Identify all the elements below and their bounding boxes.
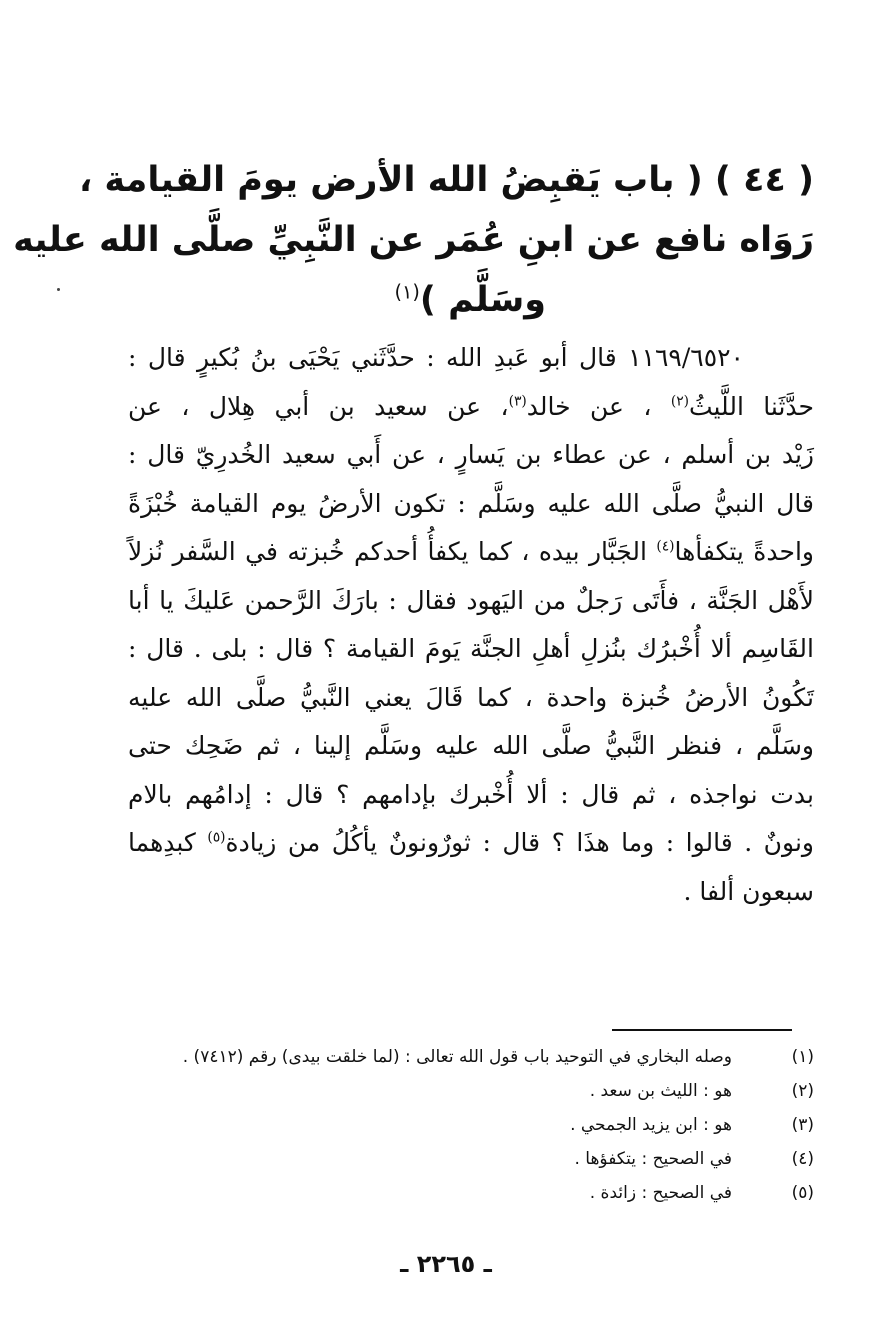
body-line-2-part-1: حدَّثَنا اللَّيثُ <box>688 391 814 421</box>
footnote-text: هو : ابن يزيد الجمحي . <box>570 1115 732 1135</box>
body-line-2-part-2: ، عن خالد <box>526 391 652 421</box>
footnote-3 <box>120 1108 814 1142</box>
body-line-5-part-2: الجَبَّار بيده ، كما يكفأُ أحدكم خُبزته في السَّفر نُزلاً <box>128 537 647 566</box>
body-line-11-part-1: ونونٌ . قالوا : وما هذَا ؟ قال : ثورٌونونٌ يأكُلُ من زيادة <box>225 828 814 857</box>
body-line-7: القَاسِم ألا أُخْبرُك بنُزلِ أهلِ الجنَّة يَومَ القيامة ؟ قال : بلى . قال : <box>128 634 814 663</box>
body-line-1: ١١٦٩/٦٥٢٠ قال أبو عَبدِ الله : حدَّثَني يَحْيَى بنُ بُكيرٍ قال : <box>128 343 744 372</box>
body-line-10: بدت نواجذه ، ثم قال : ألا أُخْبرك بإدامهم ؟ قال : إدامُهم بالام <box>128 779 814 809</box>
scan-speck <box>57 288 60 291</box>
footnote-number: (٥) <box>791 1183 814 1203</box>
body-line-12: سبعون ألفا . <box>683 876 814 906</box>
footnote-text: في الصحيح : يتكفؤها . <box>574 1149 732 1169</box>
chapter-heading <box>13 150 814 330</box>
footnote-number: (٤) <box>791 1149 814 1169</box>
body-line-9: وسَلَّم ، فنظر النَّبيُّ صلَّى الله عليه وسَلَّم إلينا ، ثم ضَحِك حتى <box>128 731 814 760</box>
body-line-2 <box>128 383 814 432</box>
heading-line-3-text: وسَلَّم ) <box>419 280 546 320</box>
heading-footnote-ref: (١) <box>394 280 420 304</box>
footnote-ref-5: (٥) <box>207 829 226 846</box>
body-line-8: تَكُونُ الأرضُ خُبزة واحدة ، كما قَالَ يعني النَّبيُّ صلَّى الله عليه <box>128 682 814 712</box>
footnote-number: (٢) <box>791 1081 814 1101</box>
body-line-4: قال النبيُّ صلَّى الله عليه وسَلَّم : تكون الأرضُ يوم القيامة خُبْزَةً <box>128 488 814 518</box>
footnote-text: هو : الليث بن سعد . <box>589 1081 732 1101</box>
body-line-5-part-1: واحدةً يتكفأها <box>674 537 814 566</box>
heading-line-2: رَوَاه نافع عن ابنِ عُمَر عن النَّبِيِّ صلَّى الله عليه <box>13 220 814 260</box>
footnote-ref-2: (٢) <box>670 393 689 410</box>
body-line-3: زَيْد بن أسلم ، عن عطاء بن يَسارٍ ، عن أَبي سعيد الخُدرِيّ قال : <box>128 440 814 469</box>
footnote-ref-3: (٣) <box>508 393 527 410</box>
footnote-text: في الصحيح : زائدة . <box>589 1183 732 1203</box>
body-line-11 <box>128 819 814 868</box>
footnote-ref-4: (٤) <box>656 538 675 555</box>
footnote-number: (٣) <box>791 1115 814 1135</box>
heading-line-3 <box>128 270 814 330</box>
footnote-divider <box>612 1029 792 1031</box>
body-line-6: لأَهْل الجَنَّة ، فأَتَى رَجلٌ من اليَهود فقال : بارَكَ الرَّحمن عَليكَ يا أبا <box>128 585 814 615</box>
body-line-11-part-2: كبدِهما <box>128 828 196 857</box>
footnote-4 <box>120 1142 814 1176</box>
body-line-2-part-3: ، عن سعيد بن أبي هِلال ، عن <box>128 391 509 421</box>
footnote-2 <box>120 1074 814 1108</box>
footnote-number: (١) <box>791 1047 814 1067</box>
body-line-5 <box>128 528 814 577</box>
heading-line-1: ( ٤٤ ) ( باب يَقبِضُ الله الأرض يومَ القيامة ، <box>78 160 814 200</box>
footnotes <box>120 1040 814 1210</box>
page-number: ـ ٢٢٦٥ ـ <box>400 1250 492 1278</box>
footnote-text: وصله البخاري في التوحيد باب قول الله تعالى : (لما خلقت بيدى) رقم (٧٤١٢) . <box>182 1047 732 1067</box>
footnote-5 <box>120 1176 814 1210</box>
hadith-text <box>128 334 814 916</box>
footnote-1 <box>120 1040 814 1074</box>
